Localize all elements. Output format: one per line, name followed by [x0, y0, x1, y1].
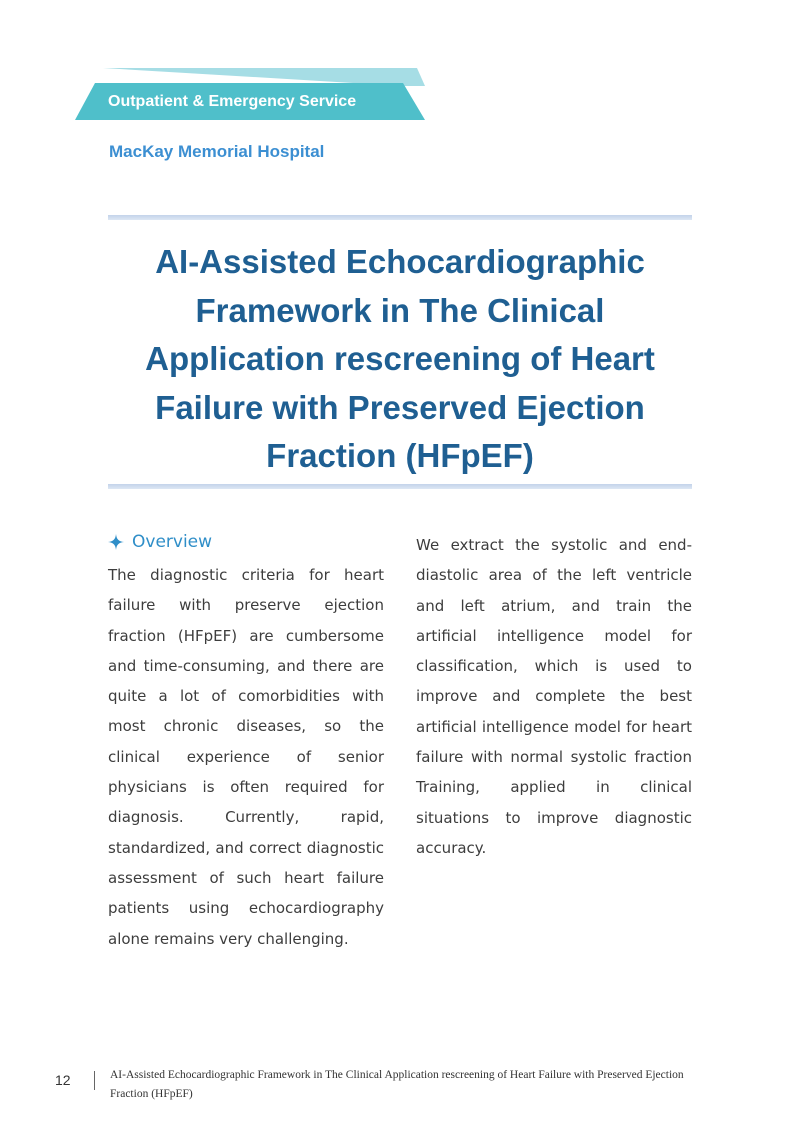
overview-heading-label: Overview — [132, 532, 213, 552]
overview-column-left — [108, 530, 384, 954]
overview-heading — [108, 530, 384, 554]
footer-divider — [94, 1071, 95, 1090]
page-number: 12 — [55, 1072, 71, 1088]
hospital-name: MacKay Memorial Hospital — [109, 142, 325, 161]
banner-label: Outpatient & Emergency Service — [108, 93, 357, 110]
overview-column-right — [416, 530, 692, 863]
section-banner — [75, 68, 425, 120]
overview-paragraph-1: The diagnostic criteria for heart failure with preserve ejection fraction (HFpEF) are cumbersome and time-consuming, and there are quite a lot of comorbidities with most chronic diseases, so the clinical experience of senior physicians is often required for diagnosis. Currently, rapid, standardized, and correct diagnostic assessment of such heart failure patients using echocardiography alone remains very challenging. — [108, 566, 384, 948]
title-rule-top — [108, 215, 692, 220]
four-point-star-icon — [108, 534, 124, 550]
overview-paragraph-2: We extract the systolic and end-diastolic area of the left ventricle and left atrium, and train the artificial intelligence model for classification, which is used to improve and complete the best artificial intelligence model for heart failure with normal systolic fraction Training, applied in clinical situations to improve diagnostic accuracy. — [416, 536, 692, 857]
running-title: AI-Assisted Echocardiographic Framework in The Clinical Application rescreening of Heart Failure with Preserved Ejection Fraction (HFpEF) — [110, 1069, 684, 1100]
page-title: AI-Assisted Echocardiographic Framework in The Clinical Application rescreening of Heart Failure with Preserved Ejection Fraction (HFpEF) — [145, 243, 655, 474]
title-rule-bottom — [108, 484, 692, 489]
